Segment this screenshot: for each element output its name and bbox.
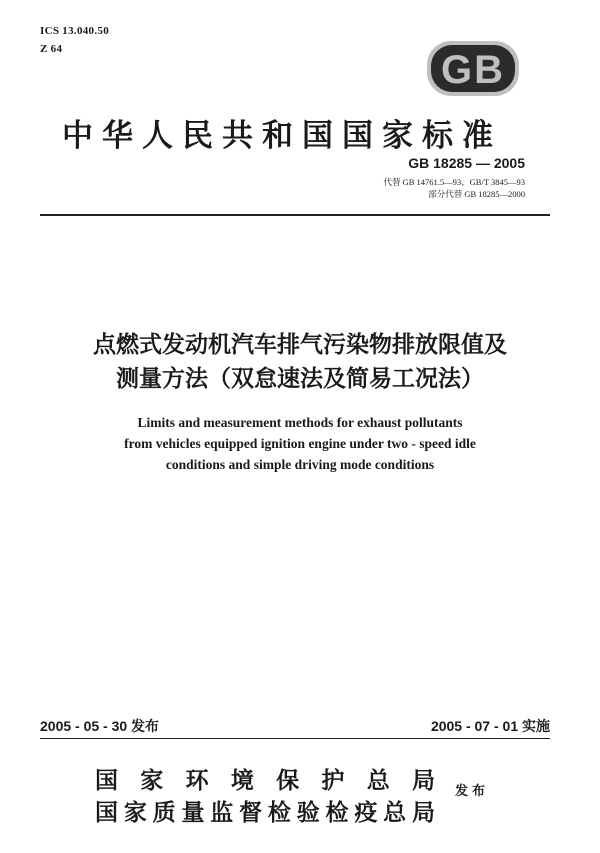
- issuing-authority-1: 国家环境保护总局: [95, 768, 435, 794]
- national-standard-title: 中华人民共和国国家标准: [62, 118, 502, 154]
- header-divider: [40, 214, 550, 216]
- issuing-authority-2: 国家质量监督检验检疫总局: [95, 800, 435, 826]
- document-title-en: Limits and measurement methods for exhaust pollutants from vehicles equipped ignition engine under two - speed idle conditions and simple driving mode conditions: [124, 415, 476, 472]
- standard-number: GB 18285 — 2005: [408, 155, 525, 171]
- implementation-date: 2005 - 07 - 01 实施: [430, 718, 550, 734]
- footer-divider: [40, 738, 550, 739]
- gb-logo-icon: [427, 41, 519, 96]
- document-title-cn: 点燃式发动机汽车排气污染物排放限值及 测量方法（双怠速法及简易工况法）: [93, 332, 507, 392]
- replaces-note: 代替 GB 14761.5—93、GB/T 3845—93: [383, 177, 525, 187]
- publish-label: 发布: [455, 784, 490, 799]
- partially-replaces-note: 部分代替 GB 18285—2000: [428, 189, 525, 199]
- gb-logo-text: GB: [441, 48, 505, 92]
- issue-date: 2005 - 05 - 30 发布: [40, 718, 160, 734]
- ics-code: ICS 13.040.50: [40, 25, 109, 37]
- classification-code: Z 64: [40, 43, 63, 55]
